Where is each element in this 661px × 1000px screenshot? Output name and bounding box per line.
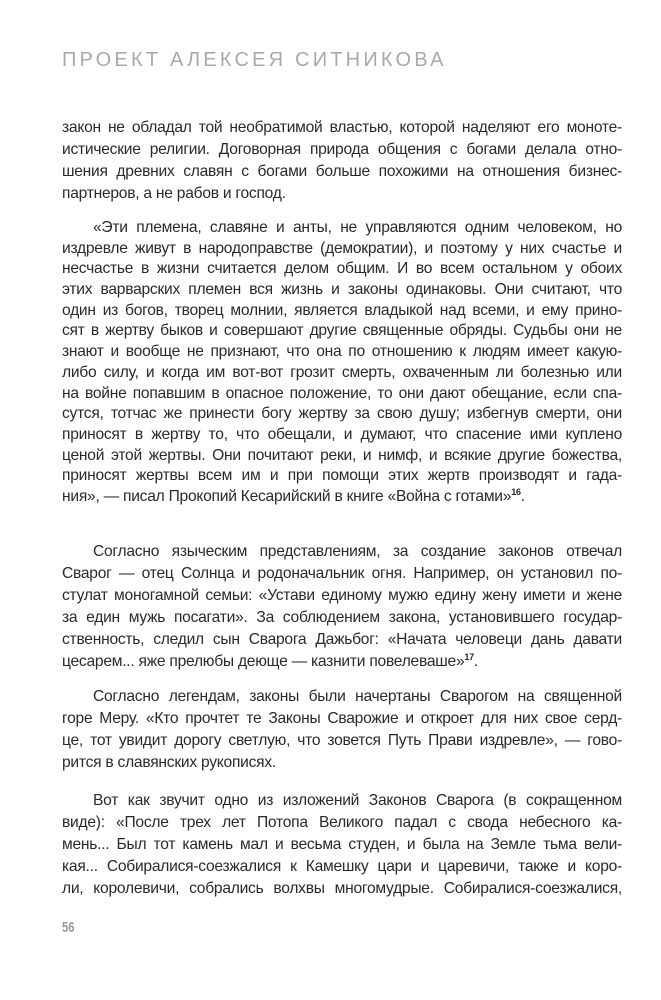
- text-line: [62, 239, 622, 260]
- text-line: [62, 708, 622, 730]
- line-text: це, тот увидит дорогу светлую, что зовется Путь Прави издревле», — гово-: [62, 732, 622, 749]
- text-line: [62, 280, 622, 301]
- text-line: [62, 139, 622, 161]
- text-line: [62, 607, 622, 629]
- text-line: [62, 183, 622, 205]
- text-line: [62, 218, 622, 239]
- text-line: [62, 117, 622, 139]
- text-line: [62, 487, 622, 508]
- line-text: мень... Был тот камень мал и весьма студен, и была на Земле тьма вели-: [62, 836, 622, 853]
- line-text: ли, королевичи, собрались волхвы многомудрые. Собиралися-соезжалися,: [62, 880, 622, 897]
- line-text: один из богов, творец молнии, является владыкой над всеми, и ему прино-: [62, 301, 622, 319]
- trailing-punctuation: .: [473, 653, 478, 670]
- line-text: Сварог — отец Солнца и родоначальник огня. Например, он установил по-: [62, 565, 622, 582]
- running-header: ПРОЕКТ АЛЕКСЕЯ СИТНИКОВА: [62, 49, 447, 71]
- line-text: виде): «После трех лет Потопа Великого падал с свода небесного ка-: [62, 814, 622, 831]
- text-line: [62, 878, 622, 900]
- line-text: «Эти племена, славяне и анты, не управляются одним человеком, но: [93, 219, 622, 236]
- text-line: [62, 161, 622, 183]
- text-line: [62, 541, 622, 563]
- line-text: истические религии. Договорная природа общения с богами делала отно-: [62, 141, 622, 158]
- line-text: приносят в жертву то, что обещали, и думают, что спасение ими куплено: [62, 425, 622, 443]
- line-text: ния», — писал Прокопий Кесарийский в книге «Война с готами»: [62, 487, 512, 505]
- text-line: [62, 730, 622, 752]
- line-text: ценой этой жертвы. Они почитают реки, и нимф, и всякие другие божества,: [62, 446, 622, 464]
- line-text: кая... Собиралися-соезжалися к Камешку цари и царевичи, также и коро-: [62, 858, 622, 875]
- paragraph-svarog-laws: [62, 541, 622, 673]
- line-text: стулат моногамной семьи: «Устави единому мужю едину жену имети и жене: [62, 587, 622, 604]
- line-text: сят в жертву быков и совершают другие священные обряды. Судьбы они не: [62, 322, 622, 340]
- text-line: [62, 856, 622, 878]
- text-line: [62, 629, 622, 651]
- paragraph-svarog-text: [62, 790, 622, 900]
- text-line: [62, 752, 622, 774]
- line-text: Вот как звучит одно из изложений Законов Сварога (в сокращенном: [93, 792, 622, 809]
- line-text: сутся, тотчас же принести богу жертву за свою душу; избегнув смерти, они: [62, 405, 622, 423]
- line-text: несчастье в жизни считается делом общим. И во всем остальном у обоих: [62, 260, 622, 278]
- line-text: шения древних славян с богами больше похожими на отношения бизнес-: [62, 163, 622, 180]
- text-line: [62, 686, 622, 708]
- line-text: этих варварских племен вся жизнь и законы одинаковы. Они считают, что: [62, 281, 622, 299]
- text-line: [62, 363, 622, 384]
- trailing-punctuation: .: [520, 487, 525, 505]
- footnote-reference[interactable]: 17: [464, 652, 474, 662]
- line-text: рится в славянских рукописях.: [62, 754, 276, 771]
- line-text: Согласно легендам, законы были начертаны Сварогом на священной: [93, 688, 622, 705]
- text-line: [62, 812, 622, 834]
- text-line: [62, 651, 622, 673]
- line-text: закон не обладал той необратимой властью, которой наделяют его моноте-: [62, 119, 622, 136]
- text-line: [62, 446, 622, 467]
- paragraph-legends: [62, 686, 622, 774]
- text-line: [62, 301, 622, 322]
- line-text: либо силу, и когда им вот-вот грозит смерть, охваченным ли болезнью или: [62, 363, 622, 381]
- line-text: партнеров, а не рабов и господ.: [62, 185, 286, 202]
- paragraph: [62, 117, 622, 205]
- line-text: цесарем... яже прелюбы деюще — казнити повелеваше»: [62, 653, 465, 670]
- line-text: издревле живут в народоправстве (демократии), и поэтому у них счастье и: [62, 239, 622, 257]
- text-line: [62, 321, 622, 342]
- line-text: Согласно языческим представлениям, за создание законов отвечал: [93, 543, 622, 560]
- page-number: 56: [62, 919, 75, 936]
- paragraph-quote-procopius: [62, 218, 622, 508]
- text-line: [62, 585, 622, 607]
- text-line: [62, 259, 622, 280]
- text-line: [62, 834, 622, 856]
- text-line: [62, 563, 622, 585]
- footnote-reference[interactable]: 16: [511, 486, 521, 497]
- line-text: приносят жертвы всем им и при помощи этих жертв производят и гада-: [62, 467, 622, 485]
- line-text: за един мужь посагати». За соблюдением закона, установившего государ-: [62, 609, 622, 626]
- text-line: [62, 790, 622, 812]
- line-text: на войне попавшим в опасное положение, то они дают обещание, если спа-: [62, 384, 622, 402]
- text-line: [62, 384, 622, 405]
- line-text: горе Меру. «Кто прочтет те Законы Сварожие и откроет для них свое серд-: [62, 710, 622, 727]
- text-line: [62, 425, 622, 446]
- text-line: [62, 466, 622, 487]
- text-line: [62, 342, 622, 363]
- text-line: [62, 404, 622, 425]
- line-text: знают и вообще не признают, что она по отношению к людям имеет какую-: [62, 343, 622, 361]
- line-text: ственность, следил сын Сварога Дажьбог: «Начата человеци дань давати: [62, 631, 622, 648]
